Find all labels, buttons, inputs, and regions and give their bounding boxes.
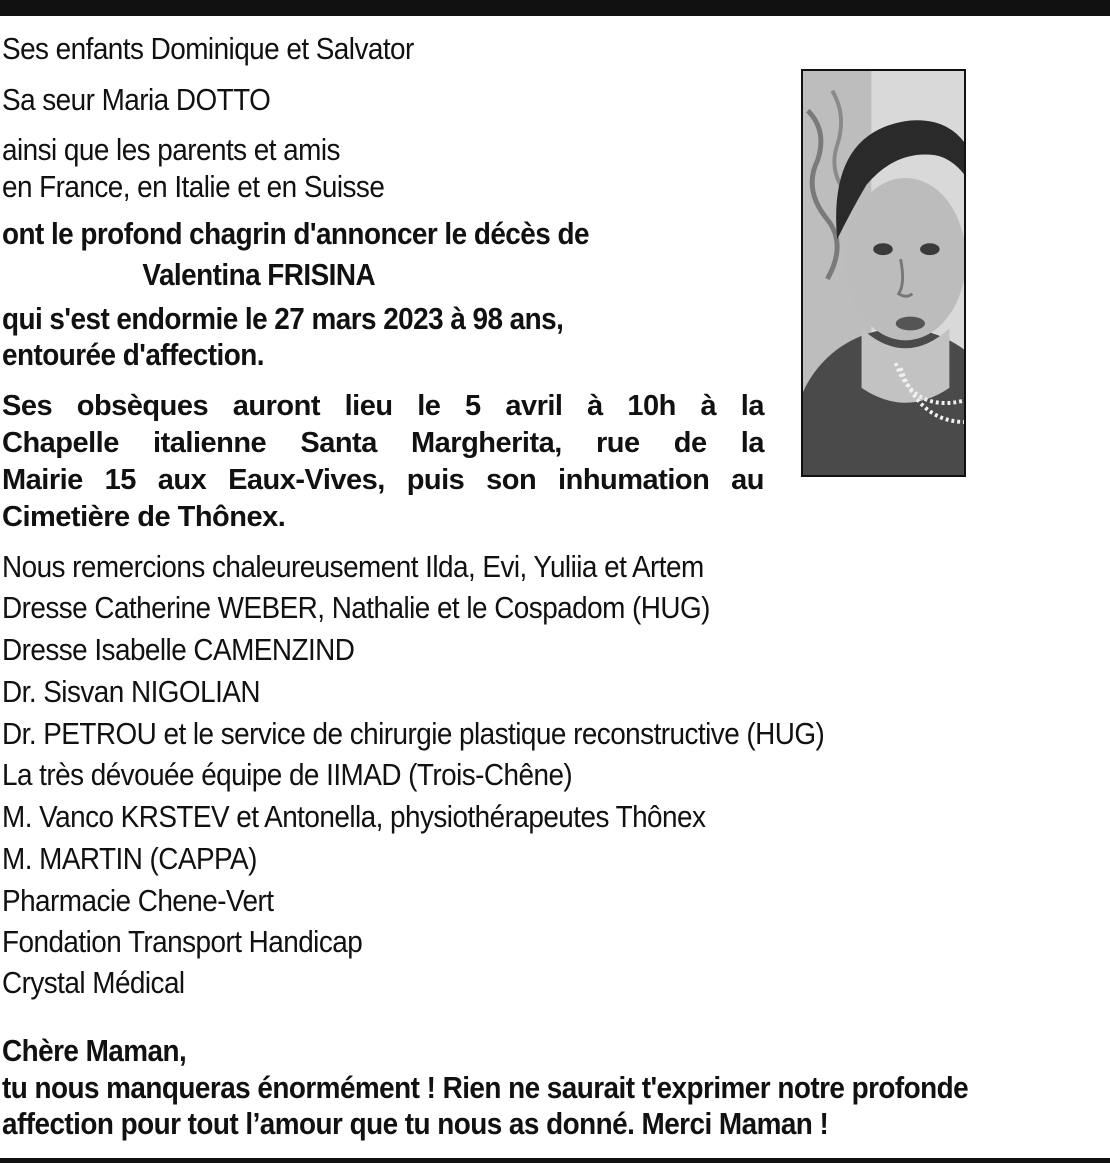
thanks-line: Dr. PETROU et le service de chirurgie plastique reconstructive (HUG) xyxy=(2,716,825,751)
closing-line-2: affection pour tout l’amour que tu nous as donné. Merci Maman ! xyxy=(2,1106,829,1141)
thanks-line: Dresse Catherine WEBER, Nathalie et le Cospadom (HUG) xyxy=(2,590,710,625)
thanks-line: La très dévouée équipe de IIMAD (Trois-Chêne) xyxy=(2,757,573,792)
funeral-line: Cimetière de Thônex. xyxy=(2,501,286,533)
portrait-photo xyxy=(801,69,966,477)
thanks-line: Dr. Sisvan NIGOLIAN xyxy=(2,674,260,709)
thanks-line: Fondation Transport Handicap xyxy=(2,924,363,959)
top-rule xyxy=(0,0,1110,16)
family-line-children: Ses enfants Dominique et Salvator xyxy=(2,31,414,66)
portrait-illustration xyxy=(803,71,964,475)
announcement-detail-2: entourée d'affection. xyxy=(2,337,264,372)
announcement-detail-1: qui s'est endormie le 27 mars 2023 à 98 ans, xyxy=(2,301,564,336)
closing-salutation: Chère Maman, xyxy=(2,1033,187,1068)
family-line-relatives: ainsi que les parents et amis xyxy=(2,132,340,167)
closing-line-1: tu nous manqueras énormément ! Rien ne saurait t'exprimer notre profonde xyxy=(2,1070,969,1105)
funeral-line: Chapelle italienne Santa Margherita, rue de la xyxy=(2,427,764,459)
family-line-sister: Sa seur Maria DOTTO xyxy=(2,82,271,117)
funeral-line: Ses obsèques auront lieu le 5 avril à 10h à la xyxy=(2,390,764,422)
thanks-line: Crystal Médical xyxy=(2,965,185,1000)
thanks-line: Pharmacie Chene-Vert xyxy=(2,883,274,918)
announcement-intro: ont le profond chagrin d'annoncer le décès de xyxy=(2,216,589,251)
funeral-details xyxy=(2,388,764,536)
funeral-line: Mairie 15 aux Eaux-Vives, puis son inhumation au xyxy=(2,464,764,496)
bottom-rule xyxy=(0,1158,1110,1163)
thanks-line: M. MARTIN (CAPPA) xyxy=(2,841,257,876)
thanks-line: M. Vanco KRSTEV et Antonella, physiothérapeutes Thônex xyxy=(2,799,706,834)
deceased-name: Valentina FRISINA xyxy=(142,257,376,292)
thanks-line: Dresse Isabelle CAMENZIND xyxy=(2,632,355,667)
family-line-countries: en France, en Italie et en Suisse xyxy=(2,169,385,204)
thanks-line: Nous remercions chaleureusement Ilda, Evi, Yuliia et Artem xyxy=(2,549,704,584)
